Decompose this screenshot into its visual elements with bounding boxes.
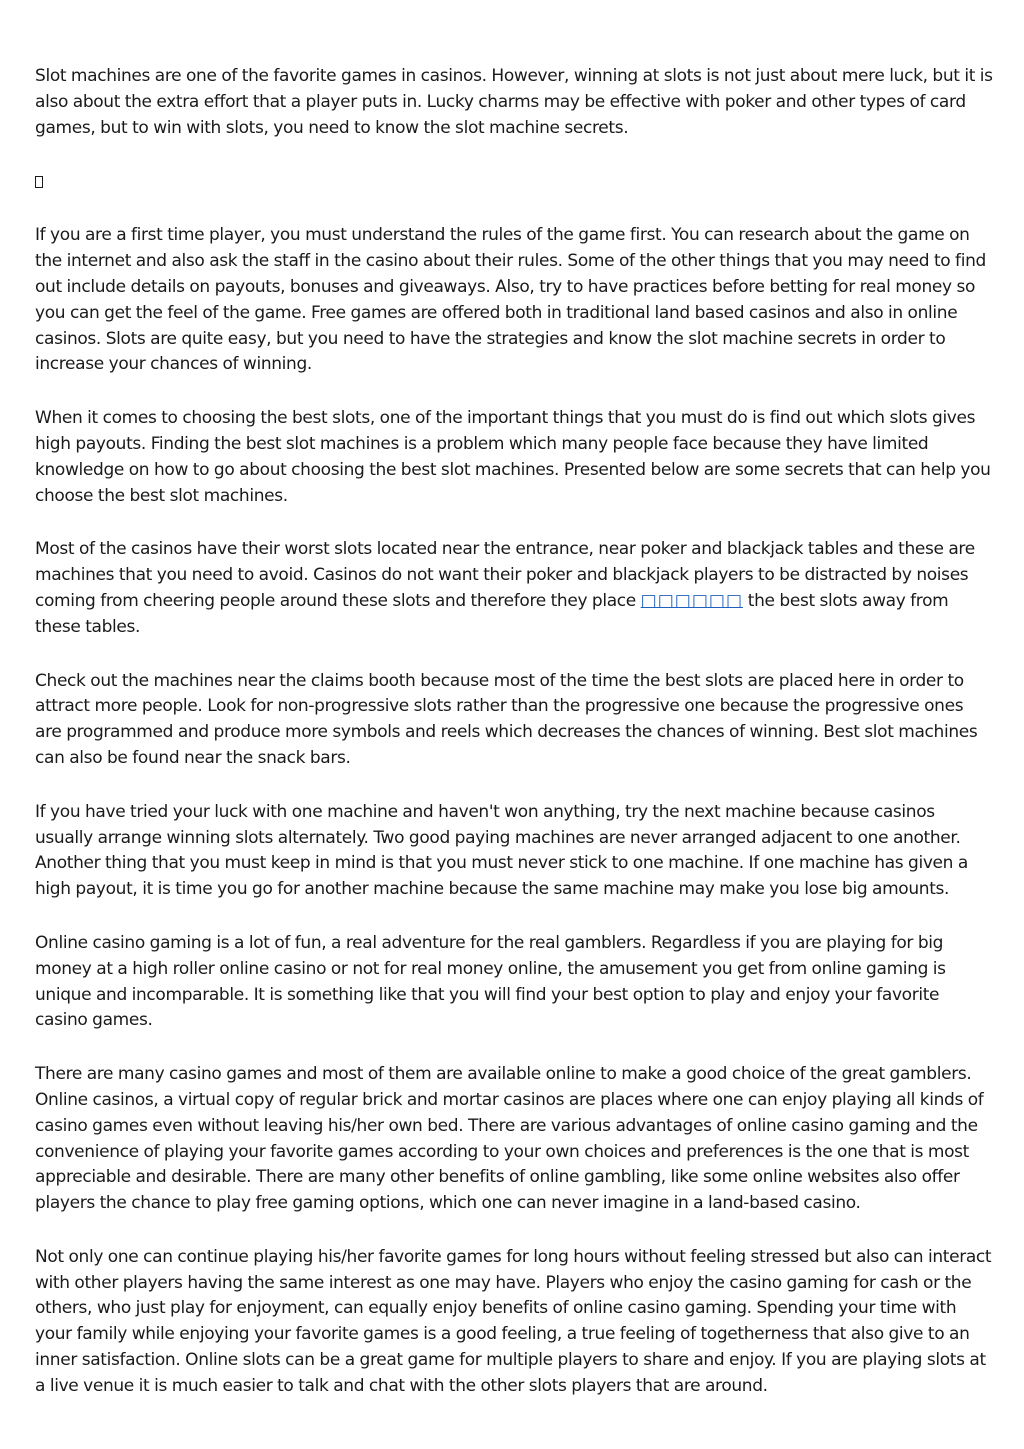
paragraph-casino-games: There are many casino games and most of them are available online to make a good choice of the great gamblers. Online casinos, a virtual copy of regular brick and mortar casinos are places where one can enjoy playing all kinds of casino games even without leaving his/her own bed. There are various advantages of online casino gaming and the convenience of playing your favorite games according to your own choices and preferences is the one that is most appreciable and desirable. There are many other benefits of online gambling, like some online websites also offer players the chance to play free gaming options, which one can never imagine in a land-based casino. [35,1064,984,1214]
paragraph-rules: If you are a first time player, you must understand the rules of the game first. You can research about the game on the internet and also ask the staff in the casino about their rules. Some of the other things that you may need to find out include details on payouts, bonuses and giveaways. Also, try to have practices before betting for real money so you can get the feel of the game. Free games are offered both in traditional land based casinos and also in online casinos. Slots are quite easy, but you need to have the strategies and know the slot machine secrets in order to increase your chances of winning. [35,225,986,375]
paragraph-online-gaming: Online casino gaming is a lot of fun, a real adventure for the real gamblers. Regardless if you are playing for big money at a high roller online casino or not for real money online, the amusement you get from online gaming is unique and incomparable. It is something like that you will find your best option to play and enjoy your favorite casino games. [35,932,946,1031]
paragraph-locations [35,537,993,640]
paragraph-text-after-link: the best slots away from these tables. [35,590,949,637]
paragraph-choosing: When it comes to choosing the best slots, one of the important things that you must do is find out which slots gives high payouts. Finding the best slot machines is a problem which many people face because they have limited knowledge on how to go about choosing the best slot machines. Presented below are some secrets that can help you choose the best slot machines. [35,408,991,506]
inline-link[interactable]: □□□□□□ [640,590,744,611]
paragraph-benefits: Not only one can continue playing his/her favorite games for long hours without feeling stressed but also can interact with other players having the same interest as one may have. Players who enjoy the casino gaming for cash or the others, who just play for enjoyment, can equally enjoy benefits of online casino gaming. Spending your time with your family while enjoying your favorite games is a good feeling, a true feeling of togetherness that also give to an inner satisfaction. Online slots can be a great game for multiple players to share and enjoy. If you are playing slots at a live venue it is much easier to talk and chat with the other slots players that are around. [35,1246,992,1396]
paragraph-intro: Slot machines are one of the favorite games in casinos. However, winning at slots is not just about mere luck, but it is also about the extra effort that a player puts in. Lucky charms may be effective with poker and other types of card games, but to win with slots, you need to know the slot machine secrets. [35,66,993,138]
paragraph-alternate-machines: If you have tried your luck with one machine and haven't won anything, try the next machine because casinos usually arrange winning slots alternately. Two good paying machines are never arranged adjacent to one another. Another thing that you must keep in mind is that you must never stick to one machine. If one machine has given a high payout, it is time you go for another machine because the same machine may make you lose big amounts. [35,801,968,900]
paragraph-claims-booth: Check out the machines near the claims booth because most of the time the best slots are placed here in order to attract more people. Look for non-progressive slots rather than the progressive one because the progressive ones are programmed and produce more symbols and reels which decreases the chances of winning. Best slot machines can also be found near the snack bars. [35,670,978,768]
missing-glyph-paragraph [35,169,993,195]
missing-glyph-icon [35,176,43,188]
paragraph-text-before-link: Most of the casinos have their worst slots located near the entrance, near poker and blackjack tables and these are machines that you need to avoid. Casinos do not want their poker and blackjack players to be distracted by noises coming from cheering people around these slots and therefore they place [35,539,975,611]
document-body [35,64,993,1428]
